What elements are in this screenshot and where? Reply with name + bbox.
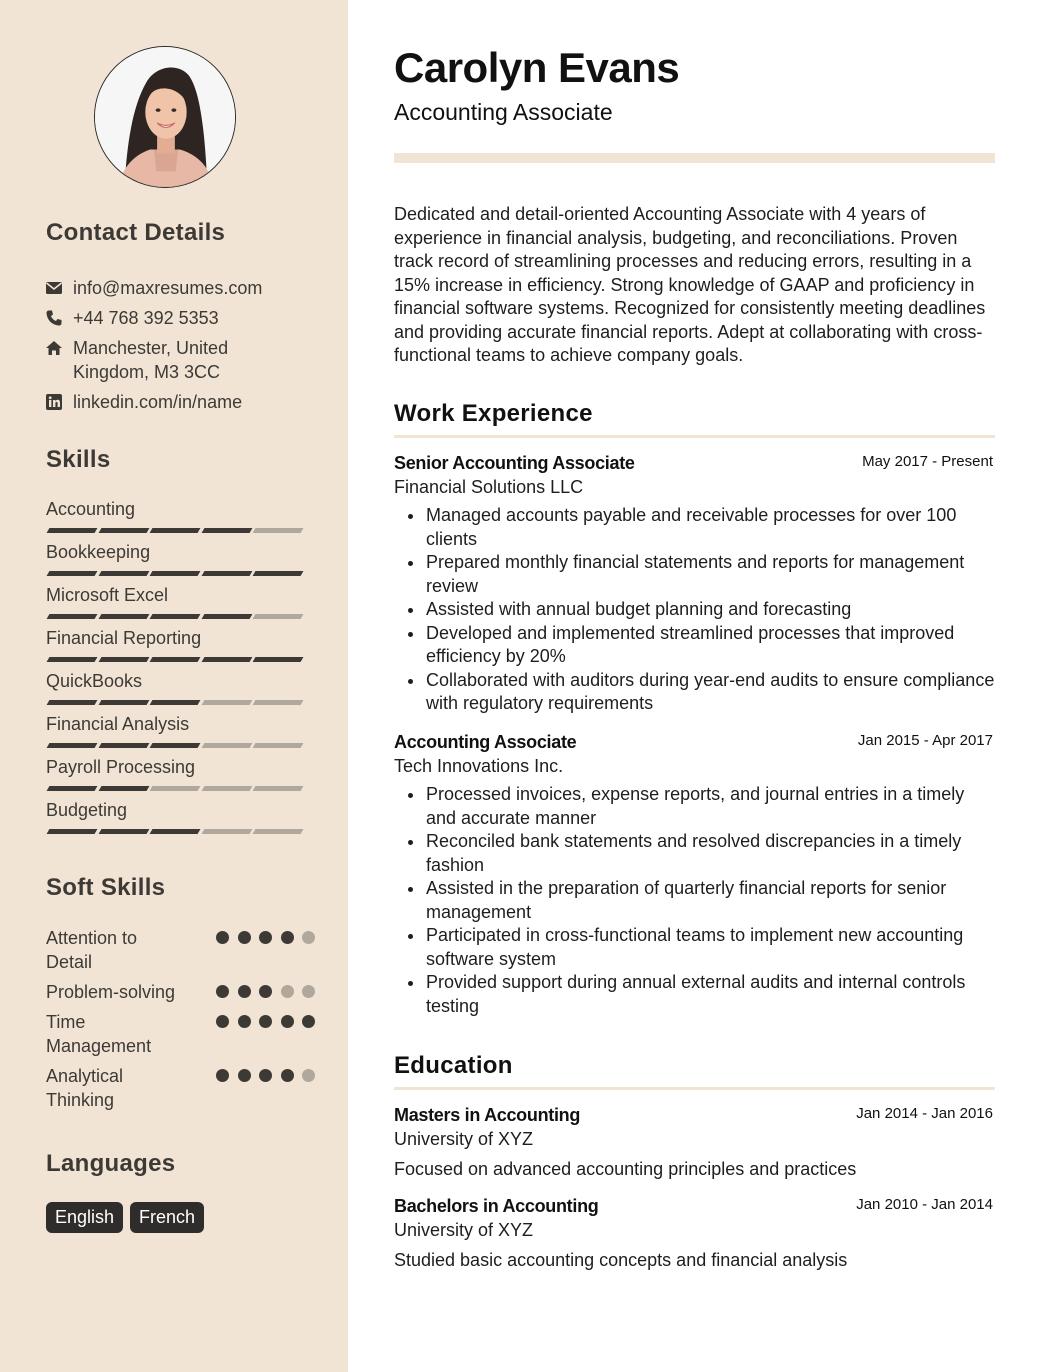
job-title: Accounting Associate <box>394 732 577 752</box>
skill-segment-filled <box>201 657 252 662</box>
skill-segment-filled <box>47 657 98 662</box>
languages-list <box>46 1202 211 1233</box>
rating-dot-filled <box>216 931 229 944</box>
skill-segment-filled <box>47 700 98 705</box>
profile-photo <box>94 46 236 188</box>
rating-dot-filled <box>216 1069 229 1082</box>
rating-dot-filled <box>259 985 272 998</box>
soft-skill-name: Time Management <box>46 1012 152 1056</box>
skill-segment-filled <box>150 700 201 705</box>
skill-name: Budgeting <box>46 800 128 820</box>
skill-segment-empty <box>150 786 201 791</box>
candidate-name: Carolyn Evans <box>394 44 680 91</box>
home-icon <box>46 336 73 360</box>
skill-name: QuickBooks <box>46 671 143 691</box>
skill-item <box>46 712 302 755</box>
skill-name: Financial Analysis <box>46 714 190 734</box>
rating-dot-filled <box>238 931 251 944</box>
job-bullet: Managed accounts payable and receivable processes for over 100 clients <box>394 504 995 551</box>
soft-skill-rating <box>216 1069 324 1082</box>
contact-linkedin <box>46 390 326 414</box>
rating-dot-filled <box>281 931 294 944</box>
job-bullet: Prepared monthly financial statements and reports for management review <box>394 551 995 598</box>
skill-segment-empty <box>201 829 252 834</box>
skill-segment-filled <box>47 743 98 748</box>
job-bullet: Processed invoices, expense reports, and journal entries in a timely and accurate manner <box>394 783 995 830</box>
skill-segment-filled <box>98 614 149 619</box>
contact-email <box>46 276 326 300</box>
soft-skills-heading: Soft Skills <box>46 874 166 901</box>
contact-heading: Contact Details <box>46 219 226 246</box>
sidebar <box>0 0 348 1372</box>
profile-summary: Dedicated and detail-oriented Accounting Associate with 4 years of experience in financial analysis, budgeting, and reconciliations. Proven track record of streamlining processes and reducing errors, resulting in a 15% increase in efficiency. Strong knowledge of GAAP and proficiency in financial software systems. Recognized for consistently meeting deadlines and providing accurate financial reports. Adept at collaborating with cross-functional teams to achieve company goals. <box>394 204 986 365</box>
skill-segment-empty <box>253 829 304 834</box>
education-description: Studied basic accounting concepts and financial analysis <box>394 1250 848 1270</box>
skill-name: Payroll Processing <box>46 757 196 777</box>
rating-dot-filled <box>259 1015 272 1028</box>
contact-email-text[interactable]: info@maxresumes.com <box>73 278 263 298</box>
skill-segment-filled <box>98 829 149 834</box>
profile-photo-illustration <box>95 47 235 187</box>
rating-dot-filled <box>238 1015 251 1028</box>
contact-list <box>46 276 326 420</box>
skill-segment-filled <box>47 571 98 576</box>
skill-level-bar <box>46 743 302 749</box>
skill-item <box>46 798 302 841</box>
skill-segment-filled <box>98 657 149 662</box>
job-title: Senior Accounting Associate <box>394 453 635 473</box>
skill-segment-filled <box>201 571 252 576</box>
language-badge: French <box>130 1202 204 1233</box>
skill-segment-filled <box>98 528 149 533</box>
job-company: Tech Innovations Inc. <box>394 756 564 776</box>
soft-skill-rating <box>216 931 324 944</box>
skill-level-bar <box>46 528 302 534</box>
skill-segment-empty <box>253 743 304 748</box>
soft-skills-list <box>46 926 302 1118</box>
soft-skill-rating <box>216 1015 324 1028</box>
education-divider <box>394 1087 995 1090</box>
job-bullet: Provided support during annual external audits and internal controls testing <box>394 971 995 1018</box>
skill-segment-empty <box>201 786 252 791</box>
job-bullet: Assisted with annual budget planning and forecasting <box>394 598 995 622</box>
job-entry <box>394 451 995 716</box>
job-bullets <box>394 504 995 716</box>
soft-skill-name: Analytical Thinking <box>46 1066 124 1110</box>
rating-dot-empty <box>281 985 294 998</box>
skill-segment-empty <box>253 786 304 791</box>
job-dates: Jan 2015 - Apr 2017 <box>857 732 993 749</box>
skill-level-bar <box>46 571 302 577</box>
rating-dot-filled <box>216 985 229 998</box>
skill-segment-filled <box>201 614 252 619</box>
job-company: Financial Solutions LLC <box>394 477 584 497</box>
skill-segment-filled <box>150 571 201 576</box>
skill-segment-filled <box>98 743 149 748</box>
skill-level-bar <box>46 700 302 706</box>
rating-dot-filled <box>259 1069 272 1082</box>
skills-heading: Skills <box>46 446 111 473</box>
soft-skill-item <box>46 926 302 980</box>
rating-dot-empty <box>302 985 315 998</box>
skill-level-bar <box>46 657 302 663</box>
skill-segment-empty <box>253 700 304 705</box>
skill-segment-filled <box>98 571 149 576</box>
skill-segment-empty <box>253 528 304 533</box>
main-content <box>394 0 995 1372</box>
job-bullet: Reconciled bank statements and resolved discrepancies in a timely fashion <box>394 830 995 877</box>
soft-skill-item <box>46 1010 302 1064</box>
skill-segment-filled <box>98 786 149 791</box>
education-entry <box>394 1103 995 1181</box>
soft-skill-name: Attention to Detail <box>46 928 138 972</box>
skill-segment-filled <box>253 571 304 576</box>
phone-icon <box>46 306 73 330</box>
contact-phone <box>46 306 326 330</box>
skill-name: Microsoft Excel <box>46 585 169 605</box>
soft-skill-rating <box>216 985 324 998</box>
education-description: Focused on advanced accounting principles and practices <box>394 1159 857 1179</box>
rating-dot-empty <box>302 931 315 944</box>
skill-item <box>46 626 302 669</box>
skill-segment-filled <box>150 528 201 533</box>
education-entry <box>394 1194 995 1272</box>
contact-address-text: Manchester, United Kingdom, M3 3CC <box>73 338 229 382</box>
skill-item <box>46 669 302 712</box>
skill-segment-filled <box>98 700 149 705</box>
work-experience-divider <box>394 435 995 438</box>
skill-item <box>46 583 302 626</box>
skill-segment-filled <box>47 614 98 619</box>
rating-dot-filled <box>238 985 251 998</box>
linkedin-icon <box>46 390 73 414</box>
skill-segment-filled <box>150 657 201 662</box>
skill-segment-filled <box>150 829 201 834</box>
rating-dot-empty <box>302 1069 315 1082</box>
job-bullet: Participated in cross-functional teams to implement new accounting software system <box>394 924 995 971</box>
soft-skill-item <box>46 980 302 1010</box>
soft-skill-name: Problem-solving <box>46 982 176 1002</box>
candidate-role: Accounting Associate <box>394 99 613 125</box>
education-heading: Education <box>394 1052 513 1079</box>
skill-segment-filled <box>47 528 98 533</box>
job-bullet: Assisted in the preparation of quarterly financial reports for senior management <box>394 877 995 924</box>
skills-list <box>46 497 302 841</box>
education-dates: Jan 2014 - Jan 2016 <box>856 1105 993 1122</box>
rating-dot-filled <box>281 1069 294 1082</box>
job-bullet: Collaborated with auditors during year-end audits to ensure compliance with regulatory requirements <box>394 669 995 716</box>
soft-skill-item <box>46 1064 302 1118</box>
skill-segment-filled <box>201 528 252 533</box>
contact-address <box>46 336 326 384</box>
contact-phone-text[interactable]: +44 768 392 5353 <box>73 308 219 328</box>
job-bullet: Developed and implemented streamlined processes that improved efficiency by 20% <box>394 622 995 669</box>
skill-segment-empty <box>253 614 304 619</box>
skill-segment-filled <box>47 786 98 791</box>
rating-dot-filled <box>259 931 272 944</box>
language-badge: English <box>46 1202 123 1233</box>
skill-name: Accounting <box>46 499 136 519</box>
rating-dot-filled <box>238 1069 251 1082</box>
skill-level-bar <box>46 786 302 792</box>
education-dates: Jan 2010 - Jan 2014 <box>856 1196 993 1213</box>
header-divider <box>394 153 995 163</box>
skill-segment-filled <box>150 743 201 748</box>
rating-dot-filled <box>302 1015 315 1028</box>
skill-name: Bookkeeping <box>46 542 151 562</box>
envelope-icon <box>46 276 73 300</box>
school-name: University of XYZ <box>394 1220 534 1240</box>
contact-linkedin-text[interactable]: linkedin.com/in/name <box>73 392 243 412</box>
degree-title: Bachelors in Accounting <box>394 1196 599 1216</box>
degree-title: Masters in Accounting <box>394 1105 581 1125</box>
skill-name: Financial Reporting <box>46 628 202 648</box>
skill-segment-filled <box>253 657 304 662</box>
job-entry <box>394 730 995 1018</box>
school-name: University of XYZ <box>394 1129 534 1149</box>
skill-level-bar <box>46 829 302 835</box>
languages-heading: Languages <box>46 1150 176 1177</box>
skill-segment-filled <box>150 614 201 619</box>
rating-dot-filled <box>216 1015 229 1028</box>
skill-segment-empty <box>201 700 252 705</box>
job-dates: May 2017 - Present <box>862 453 993 470</box>
skill-item <box>46 497 302 540</box>
skill-segment-filled <box>47 829 98 834</box>
skill-item <box>46 755 302 798</box>
skill-segment-empty <box>201 743 252 748</box>
job-bullets <box>394 783 995 1018</box>
skill-item <box>46 540 302 583</box>
rating-dot-filled <box>281 1015 294 1028</box>
skill-level-bar <box>46 614 302 620</box>
work-experience-heading: Work Experience <box>394 400 593 427</box>
